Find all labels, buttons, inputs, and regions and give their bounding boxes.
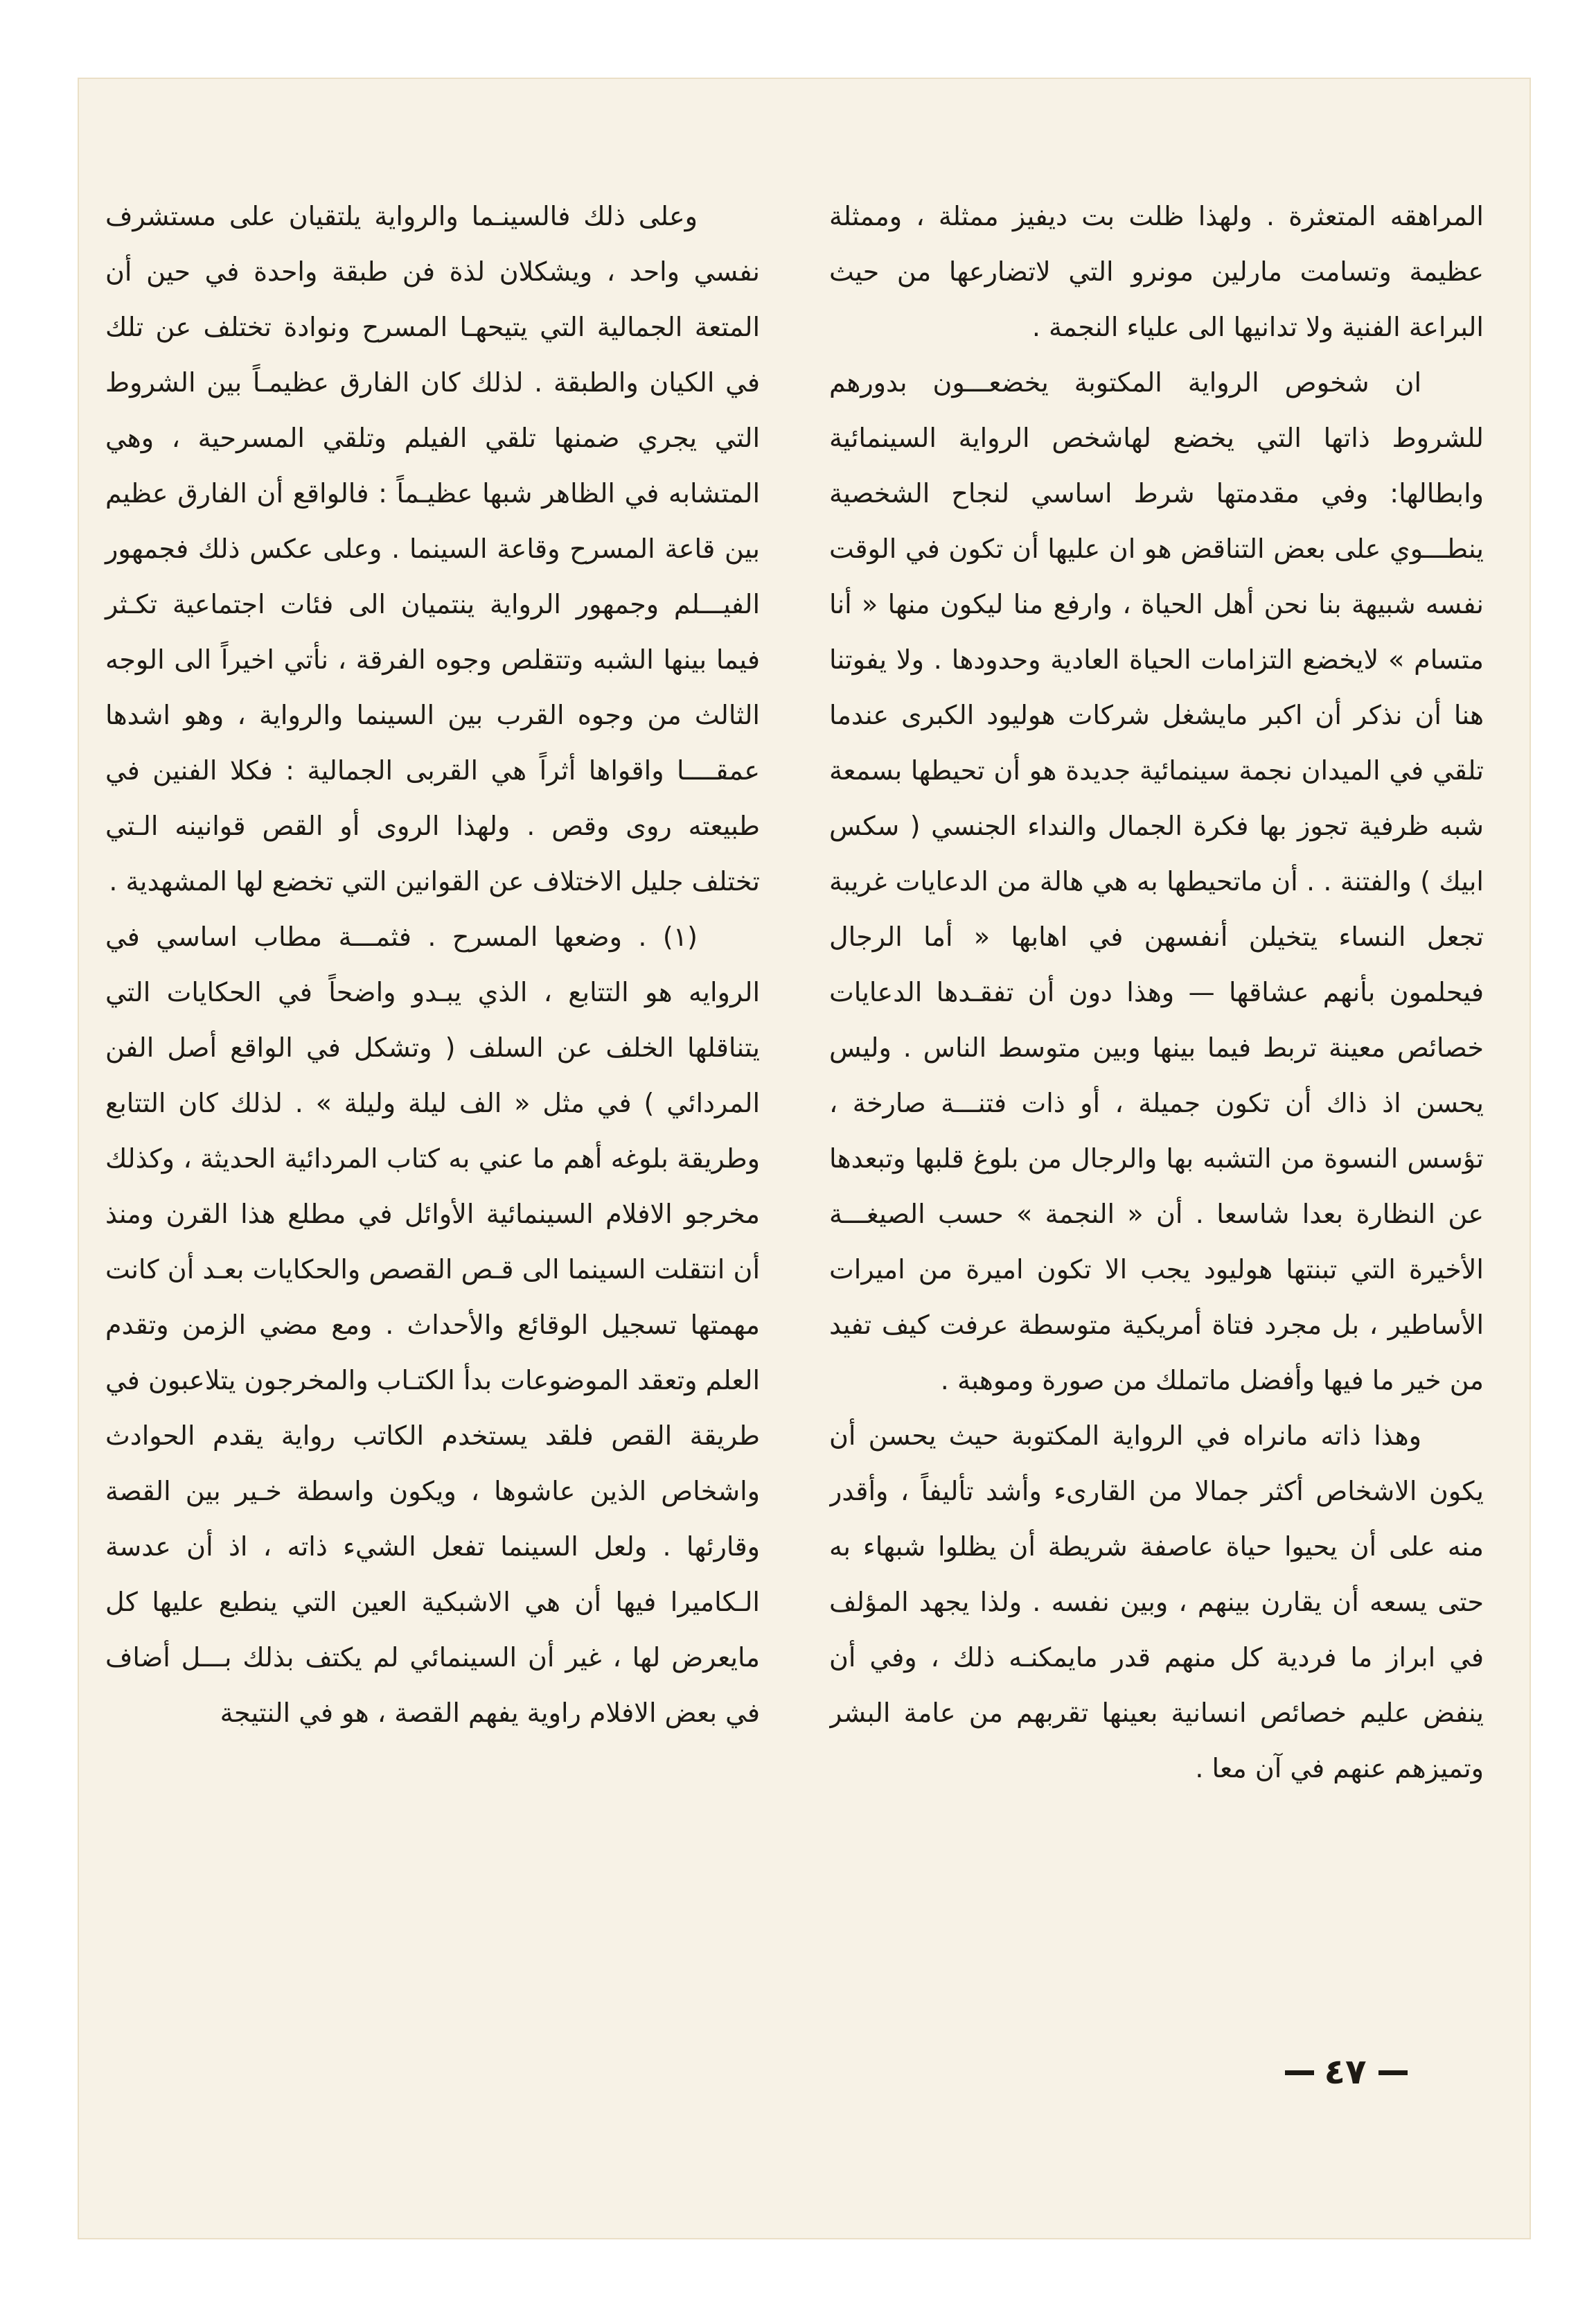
left-text-column (91, 188, 760, 2101)
right-text-column (829, 188, 1484, 2101)
page-number-dash (1378, 2070, 1408, 2075)
page-number (1269, 2044, 1408, 2099)
paragraph: ان شخوص الرواية المكتوبة يخضعـــون بدورهم للشروط ذاتها التي يخضع لهاشخص الرواية السينمائية وابطالها: وفي مقدمتها شرط اساسي لنجاح الشخصية ينطـــوي على بعض التناقض هو ان عليها أن تكون في الوقت نفسه شبيهة بنا نحن أهل الحياة ، وارفع منا ليكون منها « أنا متسام » لايخضع التزامات الحياة العادية وحدودها . ولا يفوتنا هنا أن نذكر أن اكبر مايشغل شركات هوليود الكبرى عندما تلقي في الميدان نجمة سينمائية جديدة هو أن تحيطها بسمعة شبه ظرفية تجوز بها فكرة الجمال والنداء الجنسي ( سكس ابيك ) والفتنة . . أن ماتحيطها به هي هالة من الدعايات غريبة تجعل النساء يتخيلن أنفسهن في اهابها « أما الرجال فيحلمون بأنهم عشاقها — وهذا دون أن تفقـدها الدعايات خصائص معينة تربط فيما بينها وبين متوسط الناس . وليس يحسن اذ ذاك أن تكون جميلة ، أو ذات فتنـــة صارخة ، تؤسس النسوة من التشبه بها والرجال من بلوغ قلبها وتبعدها عن النظارة بعدا شاسعا . أن « النجمة » حسب الصيغـــة الأخيرة التي تبنتها هوليود يجب الا تكون اميرة من اميرات الأساطير ، بل مجرد فتاة أمريكية متوسطة عرفت كيف تفيد من خير ما فيها وأفضل ماتملك من صورة وموهبة . (829, 367, 1484, 1395)
paragraph: (١) . وضعها المسرح . فثمـــة مطاب اساسي في الروايه هو التتابع ، الذي يبـدو واضحاً في الحكايات التي يتناقلها الخلف عن السلف ( وتشكل في الواقع أصل الفن المردائي ) في مثل « الف ليلة وليلة » . لذلك كان التتابع وطريقة بلوغه أهم ما عني به كتاب المردائية الحديثة ، وكذلك مخرجو الافلام السينمائية الأوائل في مطلع هذا القرن ومنذ أن انتقلت السينما الى قـص القصص والحكايات بعـد أن كانت مهمتها تسجيل الوقائع والأحداث . ومع مضي الزمن وتقدم العلم وتعقد الموضوعات بدأ الكتـاب والمخرجون يتلاعبون في طريقة القص فلقد يستخدم الكاتب رواية يقدم الحوادث واشخاص الذين عاشوها ، ويكون واسطة خـير بين القصة وقارئها . ولعل السينما تفعل الشيء ذاته ، اذ أن عدسة الـكاميرا فيها أن هي الاشبكية العين التي ينطبع عليها كل مايعرض لها ، غير أن السينمائي لم يكتف بذلك بـــل أضاف في بعض الافلام راوية يفهم القصة ، هو في النتيجة (105, 922, 760, 1728)
paragraph: المراهقه المتعثرة . ولهذا ظلت بت ديفيز ممثلة ، وممثلة عظيمة وتسامت مارلين مونرو التي لاتضارعها من حيث البراعة الفنية ولا تدانيها الى علياء النجمة . (829, 201, 1484, 342)
paragraph: وعلى ذلك فالسينـما والرواية يلتقيان على مستشرف نفسي واحد ، ويشكلان لذة فن طبقة واحدة في حين أن المتعة الجمالية التي يتيحهـا المسرح ونوادة تختلف عن تلك في الكيان والطبقة . لذلك كان الفارق عظيمـاً بين الشروط التي يجري ضمنها تلقي الفيلم وتلقي المسرحية ، وهي المتشابه في الظاهر شبها عظيـماً : فالواقع أن الفارق عظيم بين قاعة المسرح وقاعة السينما . وعلى عكس ذلك فجمهور الفيـــلم وجمهور الرواية ينتميان الى فئات اجتماعية تكـثر فيما بينها الشبه وتتقلص وجوه الفرقة ، نأتي اخيراً الى الوجه الثالث من وجوه القرب بين السينما والرواية ، وهو اشدها عمقــــا واقواها أثراً هي القربى الجمالية : فكلا الفنين في طبيعته روى وقص . ولهذا الروى أو القص قوانينه الـتي تختلف جليل الاختلاف عن القوانين التي تخضع لها المشهدية . (105, 201, 760, 897)
page-number-dash (1285, 2070, 1314, 2075)
page-sheet (78, 78, 1531, 2239)
page-number-text: ٤٧ (1324, 2052, 1367, 2092)
paragraph: وهذا ذاته مانراه في الرواية المكتوبة حيث يحسن أن يكون الاشخاص أكثر جمالا من القارىء وأشد تأليفاً ، وأقدر منه على أن يحيوا حياة عاصفة شريطة أن يظلوا شبهاء به حتى يسعه أن يقارن بينهم ، وبين نفسه . ولذا يجهد المؤلف في ابراز ما فردية كل منهم قدر مايمكنـه ذلك ، وفي أن ينفض عليم خصائص انسانية بعينها تقربهم من عامة البشر وتميزهم عنهم في آن معا . (829, 1420, 1484, 1783)
